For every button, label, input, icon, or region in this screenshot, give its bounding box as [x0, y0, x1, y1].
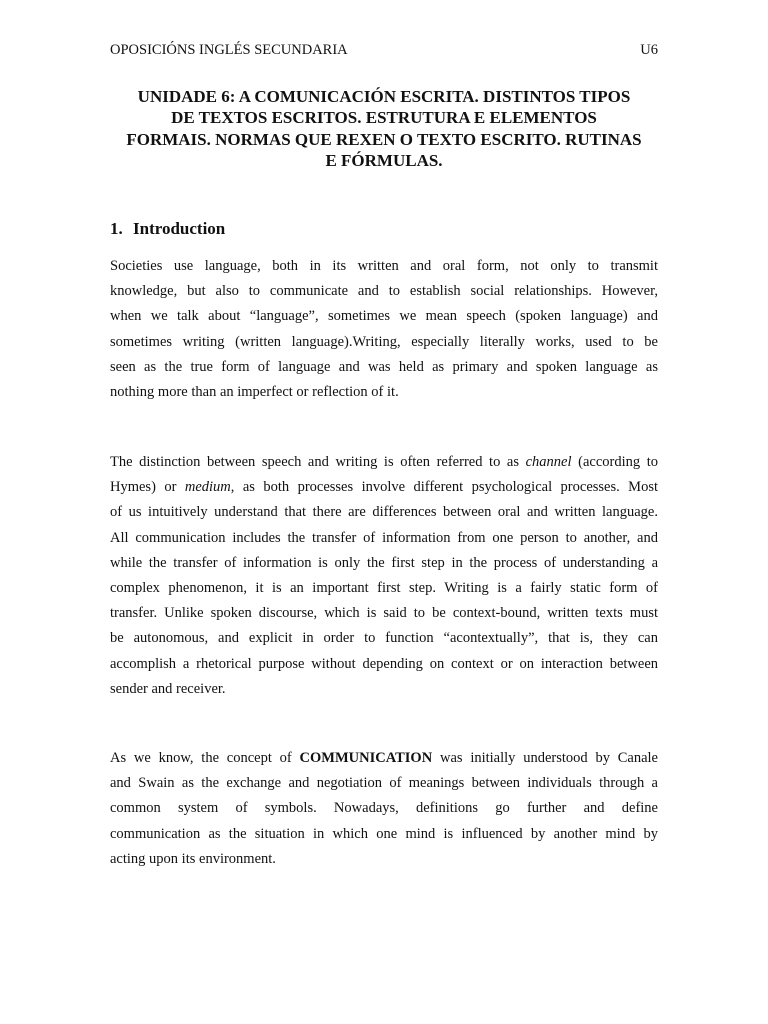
paragraph-line: seen as the true form of language and was held as primary and spoken language as — [110, 358, 658, 375]
paragraph-line: accomplish a rhetorical purpose without depending on context or on interaction between — [110, 655, 658, 672]
paragraph-speech-writing — [110, 450, 658, 702]
paragraph-line: transfer. Unlike spoken discourse, which is said to be context-bound, written texts must — [110, 605, 658, 622]
emphasis-medium: medium — [184, 479, 231, 496]
text-run: Hymes) or — [110, 479, 185, 496]
paragraph-line: knowledge, but also to communicate and to establish social relationships. However, — [110, 283, 658, 300]
paragraph-line: when we talk about “language”, sometimes we mean speech (spoken language) and — [110, 308, 658, 325]
unit-title-line: FORMAIS. NORMAS QUE REXEN O TEXTO ESCRITO. RUTINAS — [126, 129, 642, 149]
paragraph-line: sometimes writing (written language).Writing, especially literally works, used to be — [110, 333, 658, 350]
paragraph-line: complex phenomenon, it is an important first step. Writing is a fairly static form of — [110, 580, 658, 597]
paragraph-line — [110, 450, 658, 475]
unit-title-line: E FÓRMULAS. — [325, 150, 443, 170]
paragraph-line: sender and receiver. — [110, 680, 226, 697]
paragraph-line: common system of symbols. Nowadays, definitions go further and define — [110, 800, 658, 817]
text-run: As we know, the concept of — [110, 750, 300, 766]
unit-title — [110, 86, 658, 171]
unit-title-line: DE TEXTOS ESCRITOS. ESTRUTURA E ELEMENTOS — [171, 108, 597, 128]
text-run: (according to — [571, 454, 658, 470]
text-run: The distinction between speech and writing is often referred to as — [110, 454, 526, 470]
paragraph-line: be autonomous, and explicit in order to function “acontextually”, that is, they can — [110, 630, 658, 647]
unit-title-line: UNIDADE 6: A COMUNICACIÓN ESCRITA. DISTINTOS TIPOS — [137, 87, 631, 106]
section-heading — [110, 219, 225, 239]
paragraph-line: and Swain as the exchange and negotiation of meanings between individuals through a — [110, 775, 658, 792]
paragraph-line: nothing more than an imperfect or reflection of it. — [110, 384, 399, 401]
emphasis-channel: channel — [525, 454, 572, 470]
paragraph-line: while the transfer of information is only the first step in the process of understanding a — [110, 554, 658, 571]
text-run: was initially understood by Canale — [432, 750, 658, 766]
running-header — [110, 42, 658, 62]
section-title: Introduction — [133, 219, 226, 238]
paragraph-line — [110, 746, 658, 771]
paragraph-line: communication as the situation in which one mind is influenced by another mind by — [110, 825, 658, 842]
header-course-name: OPOSICIÓNS INGLÉS SECUNDARIA — [110, 42, 348, 58]
paragraph-line: acting upon its environment. — [110, 850, 276, 867]
section-number: 1. — [110, 219, 123, 238]
paragraph-line: Societies use language, both in its written and oral form, not only to transmit — [110, 258, 658, 274]
paragraph-line: All communication includes the transfer of information from one person to another, and — [110, 529, 658, 546]
header-unit-code: U6 — [640, 42, 658, 58]
strong-communication: COMMUNICATION — [299, 750, 433, 766]
paragraph-line: of us intuitively understand that there are differences between oral and written language. — [110, 504, 658, 521]
paragraph-communication — [110, 746, 658, 872]
text-run: , as both processes involve different psychological processes. Most — [230, 479, 658, 496]
paragraph-intro — [110, 254, 658, 405]
paragraph-line — [110, 475, 658, 500]
